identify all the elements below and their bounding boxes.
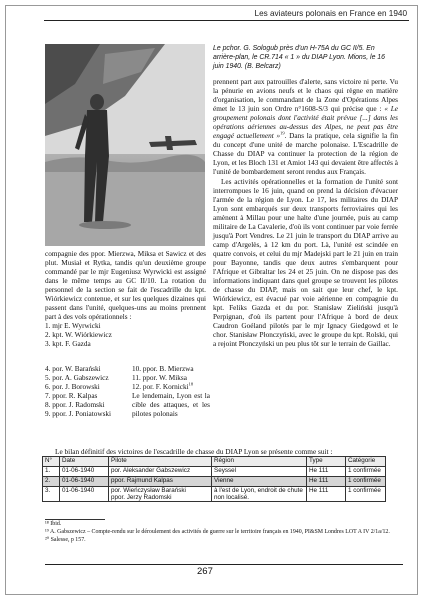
column-header: Date	[60, 457, 109, 467]
table-cell: à l'est de Lyon, endroit de chute non localisé.	[212, 487, 307, 502]
table-cell: 01-06-1940	[60, 487, 109, 502]
right-paragraph-1-text: prennent part aux patrouilles d'alerte, sans victoire ni perte. Vu la pénurie en avions neufs et le chaos qui règne en matière d'organisation, le commandant de la Zone d'Opérations Alpes émet le 13 juin son Ordre n°1608-S/3 qui précise que :	[213, 78, 398, 114]
table-cell: 1 confirmée	[346, 477, 386, 487]
table-cell: 01-06-1940	[60, 467, 109, 477]
right-paragraph-1	[213, 78, 398, 178]
page-number: 267	[197, 566, 213, 577]
list-item: 10. ppor. B. Mierzwa	[132, 365, 194, 373]
table-row	[43, 487, 386, 502]
column-header: N°	[43, 457, 60, 467]
table-intro: Le bilan définitif des victoires de l'escadrille de chasse du DIAP Lyon se présente comme suit :	[55, 447, 333, 456]
right-column-text	[213, 78, 398, 349]
list-item: 7. ppor. R. Kalpas	[45, 392, 98, 401]
column-header: Région	[212, 457, 307, 467]
list-item: 11. ppor. W. Miksa	[132, 374, 187, 383]
table-cell: 1.	[43, 467, 60, 477]
footer-rule	[45, 564, 403, 565]
table-cell: 01-06-1940	[60, 477, 109, 487]
right-quote: « Le groupement polonais dont l'activité était prévue [...] dans les opérations aériennes au-dessus des Alpes, ne peut pas être engagé actuellement »	[213, 105, 399, 141]
table-cell: 1 confirmée	[346, 487, 386, 502]
photo-caption: Le pchor. G. Sologub près d'un H-75A du GC II/5. En arrière-plan, le CR.714 « 1 » du DIAP Lyon. Mions, le 16 juin 1940. (B. Belcarz)	[213, 45, 385, 71]
footnote: ¹⁸ Ibid.	[45, 521, 62, 527]
footnote: ¹⁹ A. Gabszewicz – Compte-rendu sur le déroulement des activités de guerre sur le territoire français en 1940, PI&SM Londres LOT A IV 2/1a/12.	[45, 528, 390, 535]
list-item: 5. por. A. Gabszewicz	[45, 374, 109, 383]
table-cell: por. Aleksander Gabszewicz	[109, 467, 212, 477]
footnote-rule	[45, 519, 105, 520]
table-cell: He 111	[307, 477, 346, 487]
left-continuation: Le lendemain, Lyon est la cible des attaques, et les pilotes polonais	[132, 392, 210, 419]
table-cell: ppor. Rajmund Kalpas	[109, 477, 212, 487]
left-paragraph-1: compagnie des ppor. Mierzwa, Miksa et Sawicz et des plut. Musiał et Rytka, tandis qu'un deuxième groupe commandé par le mjr Eugeniusz Wyrwicki est assigné dans le même temps au GC II/10. La rotation du personnel de la section se fait de l'escadrille du kpt. Wiórkiewicz contenue, et sur les quelques dizaines qui passent dans l'unité, quelques-uns au moins prennent part à des vols opérationnels :	[45, 250, 206, 322]
victories-table	[42, 456, 386, 502]
table-cell: 2.	[43, 477, 60, 487]
footnotes	[45, 521, 390, 544]
column-header: Type	[307, 457, 346, 467]
pilot-list-b-right	[132, 365, 210, 419]
table-row	[43, 477, 386, 487]
footnote-ref-18: 18	[188, 381, 194, 387]
column-header: Pilote	[109, 457, 212, 467]
list-item: 8. ppor. J. Radomski	[45, 401, 105, 410]
table-cell: por. Wieńczysław Barański ppor. Jerzy Radomski	[109, 487, 212, 502]
list-item: 1. mjr E. Wyrwicki	[45, 322, 101, 331]
photograph	[45, 44, 205, 246]
list-item-text: 12. por. F. Kornicki	[132, 383, 189, 392]
table-cell: Seyssel	[212, 467, 307, 477]
footnote: ²⁰ Salesse, p 157.	[45, 536, 86, 543]
left-column-text	[45, 250, 206, 350]
list-item: 4. por. W. Barański	[45, 365, 101, 373]
list-item	[132, 383, 210, 392]
right-paragraph-1-end: . Dans la pratique, cela signifie la fin du concept d'une unité de marche polonaise. L'Escadrille de Chasse du DIAP va continuer la protection de la région de Lyon, et les Bloch 131 et Amiot 143 qui devaient être affectés à l'unité de bombardement seront rendus aux Français.	[213, 132, 398, 177]
table-cell: Vienne	[212, 477, 307, 487]
photo-illustration	[45, 44, 205, 246]
pilot-list-a	[45, 322, 206, 349]
list-item: 2. kpt. W. Wiórkiewicz	[45, 331, 112, 340]
table-cell: 1 confirmée	[346, 467, 386, 477]
table-row	[43, 467, 386, 477]
list-item: 6. por. J. Borowski	[45, 383, 100, 392]
header-rule	[44, 20, 409, 21]
right-paragraph-2: Les activités opérationnelles et la formation de l'unité sont interrompues le 16 juin, quand on prend la décision d'évacuer l'armée de la région de Lyon. Le 17, les militaires du DIAP Lyon sont embarqués sur deux transports ferroviaires qui les amènent à Millau pour une halte d'une journée, puis au camp militaire de La Cavalerie, d'où ils vont continuer par voie ferrée jusqu'à Port Vendres. Le 21 juin le transport du DIAP arrive au camp d'Argelès, à 12 km du port. Là, l'unité est scindée en quatre convois, et celui du mjr Madejski part le 21 juin en train pour Bayonne, tandis que deux autres s'embarquent pour l'Afrique et Gibraltar les 24 et 25 juin. On ne dispose pas des informations indiquant dans quel groupe se trouvent les pilotes de chasse du DIAP, mais on sait que leur chef, le kpt. Wiórkiewicz, est évacué par voie aérienne en compagnie du kpt. Feliks Gazda et du por. Stanisław Zieliński jusqu'à Perpignan, d'où ils partent pour l'Afrique à bord de deux Caudron Goéland pilotés par le mjr Ignacy Giedgowd et le chor. Stanisław Płonczyński, avec le groupe du kpt. Rolski, qui a rejoint Płonczyński un peu plus tôt sur le terrain de Gaillac.	[213, 177, 398, 349]
running-header: Les aviateurs polonais en France en 1940	[254, 9, 407, 18]
table-cell: He 111	[307, 467, 346, 477]
footnote-ref-19: 19	[280, 130, 285, 136]
table-cell: 3.	[43, 487, 60, 502]
list-item: 3. kpt. F. Gazda	[45, 340, 91, 349]
table-header-row	[43, 457, 386, 467]
column-header: Catégorie	[346, 457, 386, 467]
list-item: 9. ppor. J. Poniatowski	[45, 410, 112, 419]
table-cell: He 111	[307, 487, 346, 502]
